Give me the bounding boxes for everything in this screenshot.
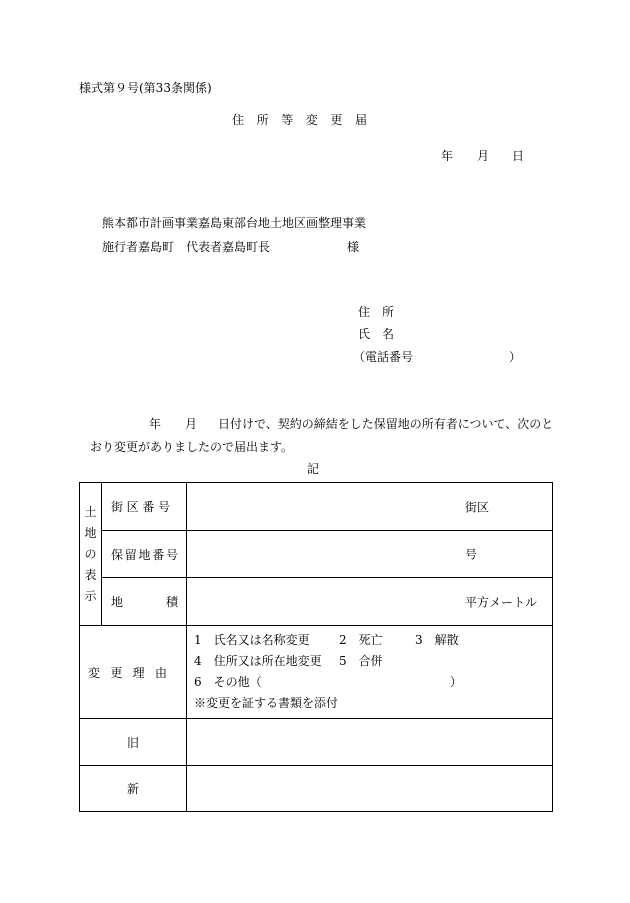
body-year: 年 bbox=[149, 417, 162, 431]
block-number-label-cell bbox=[102, 483, 187, 531]
old-label: 旧 bbox=[80, 719, 187, 766]
block-number-field[interactable] bbox=[187, 483, 553, 531]
lot-number-field[interactable] bbox=[187, 531, 553, 578]
area-field[interactable] bbox=[187, 578, 553, 626]
reason-option-6-close: ） bbox=[450, 675, 463, 689]
old-value-field[interactable] bbox=[187, 719, 553, 766]
addressee-line2: 施行者嘉島町 代表者嘉島町長 bbox=[102, 240, 271, 254]
lot-number-label-cell bbox=[102, 531, 187, 578]
block-number-label: 街 区 番 号 bbox=[111, 500, 170, 514]
reason-option-6[interactable]: 6 その他（ bbox=[194, 675, 262, 689]
addressee-line1: 熊本都市計画事業嘉島東部台地土地区画整理事業 bbox=[102, 216, 367, 230]
reason-note: ※変更を証する書類を添付 bbox=[194, 696, 339, 710]
reason-option-4[interactable]: 4 住所又は所在地変更 bbox=[194, 654, 322, 668]
body-line2: おり変更がありましたので届出ます。 bbox=[90, 440, 294, 454]
area-label: 地 積 bbox=[111, 595, 178, 609]
form-number: 様式第９号(第33条関係) bbox=[79, 81, 212, 95]
body-month: 月 bbox=[185, 417, 198, 431]
body-line1: 日付けで、契約の締結をした保留地の所有者について、次のと bbox=[218, 417, 554, 431]
applicant-name-label: 氏 名 bbox=[358, 327, 395, 341]
reason-option-5[interactable]: 5 合併 bbox=[339, 654, 383, 668]
land-header: 土 地 の 表 示 bbox=[84, 504, 97, 603]
block-unit: 街区 bbox=[465, 500, 490, 514]
page-title: 住所等変更届 bbox=[232, 113, 380, 127]
new-value-field[interactable] bbox=[187, 766, 553, 812]
land-header-cell bbox=[80, 483, 102, 626]
addressee-honorific: 様 bbox=[347, 240, 360, 254]
date-day-label: 日 bbox=[512, 149, 525, 163]
reason-label: 変 更 理 由 bbox=[88, 665, 167, 680]
area-unit: 平方メートル bbox=[465, 595, 538, 609]
form-table bbox=[79, 482, 553, 812]
reason-option-1[interactable]: 1 氏名又は名称変更 bbox=[194, 633, 310, 647]
reason-option-3[interactable]: 3 解散 bbox=[415, 633, 459, 647]
ki-label: 記 bbox=[307, 462, 320, 476]
reason-option-2[interactable]: 2 死亡 bbox=[339, 633, 383, 647]
applicant-phone-open: （電話番号 bbox=[353, 350, 414, 364]
applicant-address-label: 住 所 bbox=[358, 305, 395, 319]
reason-options bbox=[187, 626, 553, 719]
new-label: 新 bbox=[80, 766, 187, 812]
lot-number-label: 保 留 地 番 号 bbox=[111, 547, 178, 562]
date-month-label: 月 bbox=[477, 149, 490, 163]
reason-label-cell bbox=[80, 626, 187, 719]
area-label-cell bbox=[102, 578, 187, 626]
date-year-label: 年 bbox=[441, 149, 454, 163]
applicant-phone-close: ） bbox=[509, 350, 522, 364]
lot-unit: 号 bbox=[465, 547, 478, 562]
